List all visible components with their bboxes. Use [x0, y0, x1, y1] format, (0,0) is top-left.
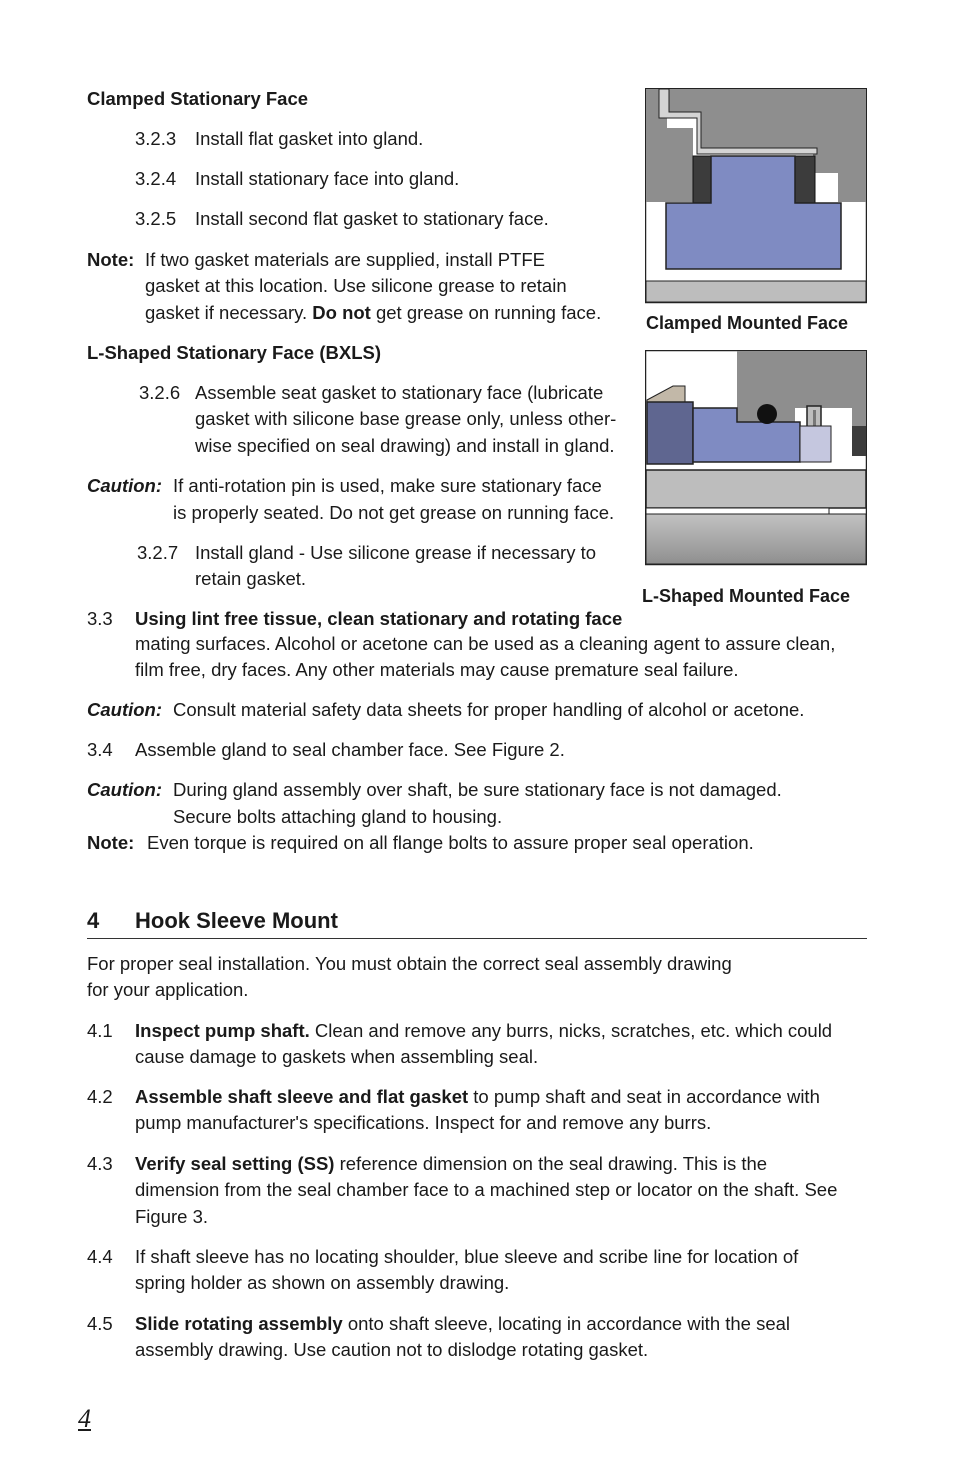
step-text: gasket with silicone base grease only, unless other-: [195, 408, 617, 429]
step-number: 4.4: [87, 1246, 113, 1267]
note-text: gasket if necessary.: [145, 302, 308, 323]
step-text: dimension from the seal chamber face to a machined step or locator on the shaft. See: [135, 1179, 838, 1200]
step-text: Install stationary face into gland.: [195, 168, 460, 189]
section-number: 4: [87, 908, 100, 933]
o-ring: [757, 404, 777, 424]
section-divider: [87, 938, 867, 939]
flat-gasket-left: [693, 156, 711, 203]
clamped-figure-caption: Clamped Mounted Face: [646, 313, 849, 333]
step-text: film free, dry faces. Any other materials may cause premature seal failure.: [135, 659, 739, 680]
step-text: retain gasket.: [195, 568, 307, 589]
note-text: get grease on running face.: [375, 302, 602, 323]
step-text: Assemble seat gasket to stationary face (lubricate: [195, 382, 604, 403]
intro-text: for your application.: [87, 979, 249, 1000]
page-number: 4: [78, 1404, 91, 1433]
flat-gasket-right: [795, 156, 815, 203]
caution-text: If anti-rotation pin is used, make sure stationary face: [173, 475, 602, 496]
clamped-mounted-face-figure: [645, 88, 867, 304]
step-text: If shaft sleeve has no locating shoulder, blue sleeve and scribe line for location of: [135, 1246, 799, 1267]
lshaped-mounted-face-figure: [645, 350, 867, 566]
note-line: If two gasket materials are supplied, install PTFE: [145, 249, 545, 270]
step-number: 3.2.3: [135, 128, 177, 149]
step-bold-text: Inspect pump shaft.: [135, 1020, 310, 1041]
step-text: Install second flat gasket to stationary face.: [195, 208, 549, 229]
note-label: Note:: [87, 832, 135, 853]
step-text: onto shaft sleeve, locating in accordance with the seal: [347, 1313, 791, 1334]
step-text: Install flat gasket into gland.: [195, 128, 424, 149]
step-bold-text: Assemble shaft sleeve and flat gasket: [135, 1086, 469, 1107]
caution-label: Caution:: [87, 699, 163, 720]
note-line: [145, 300, 601, 326]
caution-text: is properly seated. Do not get grease on running face.: [173, 502, 615, 523]
shaft-sleeve: [646, 281, 866, 302]
step-number: 3.4: [87, 739, 113, 760]
caution-text: Consult material safety data sheets for proper handling of alcohol or acetone.: [173, 699, 805, 720]
note-label: Note:: [87, 249, 135, 270]
step-number: 4.5: [87, 1313, 113, 1334]
clamped-heading: Clamped Stationary Face: [87, 88, 309, 109]
step-text: Install gland - Use silicone grease if necessary to: [195, 542, 597, 563]
section-title: Hook Sleeve Mount: [135, 908, 338, 933]
l-shaped-face-back: [647, 402, 693, 464]
shaft: [646, 508, 866, 564]
step-number: 3.3: [87, 608, 113, 629]
shaft-sleeve: [646, 470, 866, 508]
step-number: 3.2.7: [137, 542, 179, 563]
step-number: 3.2.5: [135, 208, 177, 229]
lshaped-figure-caption: L-Shaped Mounted Face: [642, 586, 851, 606]
step-text: assembly drawing. Use caution not to dislodge rotating gasket.: [135, 1339, 649, 1360]
gland-gasket: [852, 426, 866, 456]
caution-label: Caution:: [87, 475, 163, 496]
step-text: Figure 3.: [135, 1206, 209, 1227]
step-bold-text: Using lint free tissue, clean stationary and rotating face: [135, 608, 623, 629]
step-text: wise specified on seal drawing) and install in gland.: [195, 435, 615, 456]
caution-text: Secure bolts attaching gland to housing.: [173, 806, 503, 827]
step-text: spring holder as shown on assembly drawing.: [135, 1272, 510, 1293]
step-number: 3.2.6: [139, 382, 181, 403]
step-text: cause damage to gaskets when assembling seal.: [135, 1046, 539, 1067]
list-item: [135, 1151, 767, 1177]
step-text: Clean and remove any burrs, nicks, scratches, etc. which could: [314, 1020, 833, 1041]
note-line: gasket at this location. Use silicone grease to retain: [145, 275, 567, 296]
step-bold-text: Slide rotating assembly: [135, 1313, 343, 1334]
list-item: [135, 1311, 790, 1337]
step-text: pump manufacturer's specifications. Inspect for and remove any burrs.: [135, 1112, 712, 1133]
step-number: 4.2: [87, 1086, 113, 1107]
list-item: [135, 1018, 832, 1044]
step-text: to pump shaft and seat in accordance with: [473, 1086, 820, 1107]
step-bold-text: Verify seal setting (SS): [135, 1153, 335, 1174]
step-text: Assemble gland to seal chamber face. See Figure 2.: [135, 739, 565, 760]
step-number: 4.1: [87, 1020, 113, 1041]
list-item: [135, 1084, 820, 1110]
face-insert: [800, 426, 831, 462]
step-number: 3.2.4: [135, 168, 177, 189]
sleeve-gap: [646, 508, 829, 514]
step-number: 4.3: [87, 1153, 113, 1174]
intro-text: For proper seal installation. You must obtain the correct seal assembly drawing: [87, 953, 732, 974]
step-text: reference dimension on the seal drawing. This is the: [339, 1153, 768, 1174]
note-text: Even torque is required on all flange bolts to assure proper seal operation.: [147, 832, 754, 853]
caution-text: During gland assembly over shaft, be sure stationary face is not damaged.: [173, 779, 782, 800]
lshaped-heading: L-Shaped Stationary Face (BXLS): [87, 342, 381, 363]
caution-label: Caution:: [87, 779, 163, 800]
step-text: mating surfaces. Alcohol or acetone can be used as a cleaning agent to assure clean,: [135, 633, 836, 654]
note-emphasis: Do not: [312, 302, 371, 323]
